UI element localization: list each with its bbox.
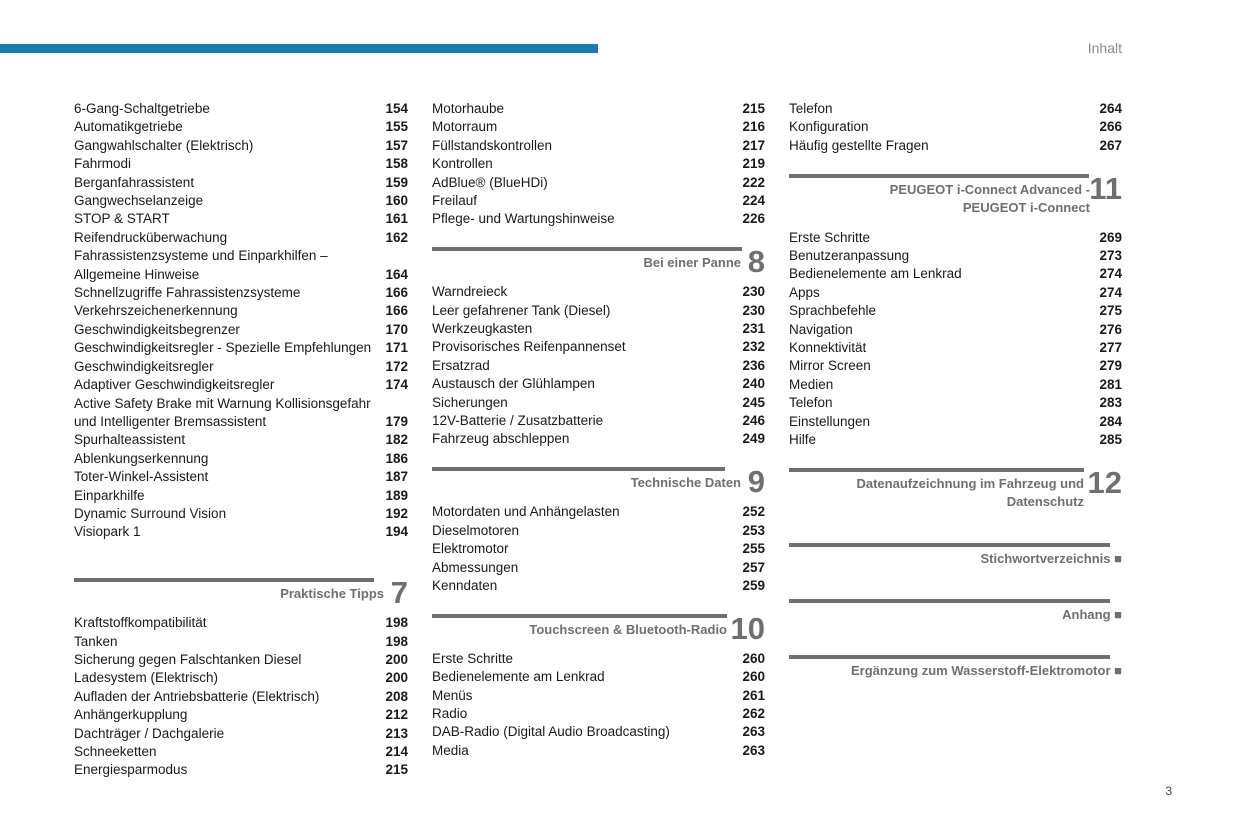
- toc-entry-page: 222: [742, 174, 765, 190]
- toc-entry-title: Toter-Winkel-Assistent: [74, 469, 209, 485]
- toc-entry[interactable]: [789, 100, 1122, 118]
- toc-entry-page: 245: [742, 394, 765, 410]
- toc-entry[interactable]: [432, 338, 765, 356]
- toc-entry-title: Telefon: [789, 101, 833, 116]
- toc-entry[interactable]: [789, 321, 1122, 339]
- toc-entry-title: Erste Schritte: [789, 229, 871, 245]
- toc-entry-title: Füllstandskontrollen: [432, 137, 553, 153]
- toc-entry[interactable]: [789, 394, 1122, 412]
- toc-entry-title: Aufladen der Antriebsbatterie (Elektrisch): [74, 688, 320, 704]
- toc-entry-page: 159: [385, 174, 408, 190]
- toc-entry[interactable]: [74, 174, 408, 192]
- toc-list-col2-a: [432, 100, 765, 229]
- section-title: Touchscreen & Bluetooth-Radio: [529, 621, 727, 637]
- section-number: 11: [1089, 170, 1122, 206]
- toc-entry-page: 179: [385, 413, 408, 429]
- section-title-line1: Datenaufzeichnung im Fahrzeug und: [856, 475, 1084, 491]
- section-title: [1062, 606, 1122, 624]
- toc-entry-title: Berganfahrassistent: [74, 174, 195, 190]
- toc-entry-page: 164: [385, 266, 408, 282]
- toc-entry-page: 279: [1099, 358, 1122, 374]
- toc-entry-title: Benutzeranpassung: [789, 248, 910, 264]
- toc-entry[interactable]: [74, 468, 408, 486]
- toc-entry[interactable]: [789, 229, 1122, 247]
- toc-entry-page: 198: [385, 615, 408, 631]
- section-title: Bei einer Panne: [643, 255, 741, 271]
- toc-entry[interactable]: [74, 487, 408, 505]
- toc-entry-title: Provisorisches Reifenpannenset: [432, 339, 626, 355]
- toc-entry[interactable]: [74, 302, 408, 320]
- toc-entry-page: 216: [742, 119, 765, 135]
- toc-entry[interactable]: [432, 430, 765, 448]
- toc-entry-page: 186: [385, 450, 408, 466]
- toc-entry[interactable]: [74, 431, 408, 449]
- toc-entry-title: Freilauf: [432, 193, 478, 209]
- section-rule: [789, 543, 1110, 547]
- toc-entry-page: 261: [742, 687, 765, 703]
- toc-entry-title: Bedienelemente am Lenkrad: [789, 266, 962, 282]
- toc-entry-page: 255: [742, 541, 765, 557]
- toc-entry-page: 208: [385, 688, 408, 704]
- page-number: 3: [1165, 784, 1172, 798]
- section-title: [856, 475, 1084, 511]
- toc-entry-title: Erste Schritte: [432, 650, 514, 666]
- toc-entry[interactable]: [789, 413, 1122, 431]
- toc-entry[interactable]: [432, 577, 765, 595]
- toc-column-3: [789, 100, 1122, 691]
- section-title-text: Ergänzung zum Wasserstoff-Elektromotor: [850, 662, 1111, 678]
- toc-entry[interactable]: [74, 229, 408, 247]
- toc-entry-title: Sprachbefehle: [789, 303, 877, 319]
- toc-entry[interactable]: [74, 395, 408, 413]
- toc-list-col2-c: [432, 503, 765, 595]
- toc-entry-title: Fahrassistenzsysteme und Einparkhilfen –: [74, 248, 328, 264]
- section-title-line2: PEUGEOT i-Connect: [962, 199, 1090, 215]
- toc-entry-title: Bedienelemente am Lenkrad: [432, 669, 605, 685]
- toc-entry[interactable]: [789, 357, 1122, 375]
- toc-entry[interactable]: [432, 192, 765, 210]
- toc-entry[interactable]: [74, 688, 408, 706]
- toc-entry[interactable]: [432, 210, 765, 228]
- square-marker-icon: ■: [1114, 662, 1122, 678]
- toc-entry[interactable]: [432, 742, 765, 760]
- toc-entry[interactable]: [74, 523, 408, 541]
- toc-entry-title: Verkehrszeichenerkennung: [74, 303, 238, 319]
- section-title-line1: PEUGEOT i-Connect Advanced -: [889, 181, 1090, 197]
- toc-entry[interactable]: [432, 118, 765, 136]
- toc-entry-page: 285: [1099, 432, 1122, 448]
- toc-entry-title: Motorhaube: [432, 101, 505, 116]
- toc-entry[interactable]: [432, 155, 765, 173]
- toc-entry-page: 277: [1099, 340, 1122, 356]
- toc-entry-title: 12V-Batterie / Zusatzbatterie: [432, 413, 604, 429]
- toc-entry[interactable]: [432, 687, 765, 705]
- toc-entry[interactable]: [74, 192, 408, 210]
- toc-entry[interactable]: [789, 376, 1122, 394]
- toc-entry-title: Menüs: [432, 687, 473, 703]
- toc-entry-title: Kraftstoffkompatibilität: [74, 615, 207, 631]
- toc-entry-title: Austausch der Glühlampen: [432, 376, 595, 392]
- toc-list-col1-a: [74, 100, 408, 542]
- toc-entry[interactable]: [74, 633, 408, 651]
- toc-entry[interactable]: [74, 651, 408, 669]
- toc-entry-title: Sicherungen: [432, 394, 508, 410]
- toc-entry-title: Sicherung gegen Falschtanken Diesel: [74, 651, 302, 667]
- toc-entry[interactable]: [432, 540, 765, 558]
- section-title: [890, 181, 1090, 217]
- section-rule: [74, 578, 374, 582]
- toc-entry-page: 200: [385, 670, 408, 686]
- toc-entry-page: 157: [385, 137, 408, 153]
- section-rule: [432, 247, 742, 251]
- toc-entry-page: 213: [385, 725, 408, 741]
- toc-entry-page: 253: [742, 522, 765, 538]
- toc-entry-page: 249: [742, 431, 765, 447]
- toc-entry[interactable]: [432, 559, 765, 577]
- toc-entry-title: Schneeketten: [74, 743, 157, 759]
- toc-entry-page: 240: [742, 376, 765, 392]
- toc-entry-title: AdBlue® (BlueHDi): [432, 174, 548, 190]
- toc-entry-title: Konnektivität: [789, 340, 867, 356]
- toc-entry-title: Spurhalteassistent: [74, 432, 186, 448]
- section-heading-8[interactable]: [432, 244, 765, 283]
- toc-entry-page: 276: [1099, 321, 1122, 337]
- toc-entry-page: 274: [1099, 266, 1122, 282]
- toc-entry-page: 174: [385, 377, 408, 393]
- toc-entry-title: Ersatzrad: [432, 357, 490, 373]
- toc-entry-title: Häufig gestellte Fragen: [789, 137, 929, 153]
- section-rule: [789, 174, 1089, 178]
- toc-entry-title: 6-Gang-Schaltgetriebe: [74, 101, 210, 116]
- toc-entry-page: 189: [385, 487, 408, 503]
- toc-entry[interactable]: [74, 100, 408, 118]
- toc-entry-page: 230: [742, 302, 765, 318]
- toc-entry[interactable]: [74, 450, 408, 468]
- toc-entry[interactable]: [74, 155, 408, 173]
- section-title-line2: Datenschutz: [1006, 493, 1084, 509]
- toc-entry-title: Anhängerkupplung: [74, 707, 188, 723]
- toc-entry-title: Adaptiver Geschwindigkeitsregler: [74, 377, 275, 393]
- section-rule: [432, 467, 725, 471]
- toc-entry-page: 200: [385, 651, 408, 667]
- section-heading-9[interactable]: [432, 464, 765, 503]
- toc-entry-title: Geschwindigkeitsregler: [74, 358, 214, 374]
- toc-entry-page: 273: [1099, 248, 1122, 264]
- section-number: 10: [730, 610, 765, 646]
- toc-entry[interactable]: [74, 266, 408, 284]
- section-title: [980, 550, 1122, 568]
- toc-entry[interactable]: [432, 723, 765, 741]
- toc-entry-page: 260: [742, 650, 765, 666]
- toc-entry-page: 192: [385, 505, 408, 521]
- toc-entry-title: Apps: [789, 284, 820, 300]
- toc-entry-page: 230: [742, 284, 765, 300]
- toc-entry-page: 262: [742, 705, 765, 721]
- toc-entry-title: Motordaten und Anhängelasten: [432, 504, 620, 520]
- toc-entry[interactable]: [432, 137, 765, 155]
- section-number: 7: [390, 575, 408, 611]
- toc-entry-title: Visiopark 1: [74, 524, 141, 540]
- toc-entry[interactable]: [74, 339, 408, 357]
- toc-entry-page: 226: [742, 211, 765, 227]
- toc-entry[interactable]: [789, 302, 1122, 320]
- toc-entry-page: 171: [385, 340, 408, 356]
- toc-entry-title: Media: [432, 742, 469, 758]
- toc-entry-title: DAB-Radio (Digital Audio Broadcasting): [432, 724, 670, 740]
- toc-entry-title: Schnellzugriffe Fahrassistenzsysteme: [74, 285, 301, 301]
- toc-entry[interactable]: [432, 412, 765, 430]
- toc-entry-title: Kenndaten: [432, 577, 498, 593]
- toc-entry[interactable]: [432, 668, 765, 686]
- section-heading-index[interactable]: [789, 543, 1122, 579]
- section-heading-supplement[interactable]: [789, 655, 1122, 691]
- toc-entry-page: 160: [385, 193, 408, 209]
- toc-entry-title: Elektromotor: [432, 541, 509, 557]
- square-marker-icon: ■: [1114, 606, 1122, 622]
- toc-entry-title: STOP & START: [74, 211, 170, 227]
- toc-entry[interactable]: [432, 302, 765, 320]
- toc-entry-title: Geschwindigkeitsbegrenzer: [74, 321, 240, 337]
- toc-entry-title: Navigation: [789, 321, 853, 337]
- section-rule: [432, 614, 727, 618]
- toc-entry-page: 266: [1099, 119, 1122, 135]
- toc-entry-title: Dieselmotoren: [432, 522, 520, 538]
- toc-entry-title: Reifendrucküberwachung: [74, 229, 228, 245]
- toc-entry-page: 194: [385, 524, 408, 540]
- toc-entry-page: 236: [742, 357, 765, 373]
- toc-entry-title: Automatikgetriebe: [74, 119, 183, 135]
- toc-entry-title: Allgemeine Hinweise: [74, 266, 200, 282]
- toc-entry[interactable]: [432, 522, 765, 540]
- toc-entry-title: Konfiguration: [789, 119, 869, 135]
- toc-entry[interactable]: [432, 174, 765, 192]
- toc-list-col1-b: [74, 614, 408, 780]
- toc-entry-page: 166: [385, 303, 408, 319]
- section-rule: [789, 655, 1110, 659]
- toc-entry-page: 155: [385, 119, 408, 135]
- toc-entry[interactable]: [432, 100, 765, 118]
- toc-entry[interactable]: [74, 761, 408, 779]
- toc-entry-page: 284: [1099, 413, 1122, 429]
- toc-entry-title: und Intelligenter Bremsassistent: [74, 413, 267, 429]
- toc-list-col2-b: [432, 283, 765, 449]
- toc-entry-page: 198: [385, 633, 408, 649]
- toc-entry[interactable]: [789, 247, 1122, 265]
- toc-entry-page: 267: [1099, 137, 1122, 153]
- toc-entry-page: 212: [385, 707, 408, 723]
- section-number: 12: [1087, 464, 1122, 500]
- toc-entry[interactable]: [432, 357, 765, 375]
- section-rule: [789, 468, 1084, 472]
- toc-entry-page: 215: [385, 762, 408, 778]
- toc-entry-page: 260: [742, 669, 765, 685]
- toc-list-col3-a: [789, 100, 1122, 155]
- toc-entry-title: Fahrzeug abschleppen: [432, 431, 570, 447]
- section-number: 8: [747, 244, 765, 280]
- section-title: Technische Daten: [630, 475, 741, 491]
- section-heading-7[interactable]: [74, 560, 408, 614]
- toc-entry-page: 214: [385, 743, 408, 759]
- toc-entry-title: Gangwechselanzeige: [74, 193, 204, 209]
- toc-entry[interactable]: [789, 137, 1122, 155]
- toc-entry-page: 283: [1099, 395, 1122, 411]
- toc-entry[interactable]: [74, 137, 408, 155]
- toc-entry-page: 154: [385, 101, 408, 116]
- toc-entry-page: 257: [742, 559, 765, 575]
- toc-entry-title: Leer gefahrener Tank (Diesel): [432, 302, 611, 318]
- toc-entry-title: Kontrollen: [432, 156, 493, 172]
- square-marker-icon: ■: [1114, 550, 1122, 566]
- toc-entry-page: 166: [385, 285, 408, 301]
- toc-list-col2-d: [432, 650, 765, 760]
- toc-entry-title: Hilfe: [789, 432, 817, 448]
- toc-entry-page: 246: [742, 413, 765, 429]
- toc-entry-title: Radio: [432, 705, 468, 721]
- toc-entry-page: 263: [742, 742, 765, 758]
- toc-entry[interactable]: [74, 321, 408, 339]
- toc-entry[interactable]: [74, 743, 408, 761]
- toc-entry-page: 232: [742, 339, 765, 355]
- toc-entry-page: 182: [385, 432, 408, 448]
- toc-entry-title: Pflege- und Wartungshinweise: [432, 211, 615, 227]
- toc-entry-page: 215: [742, 101, 765, 116]
- toc-entry-page: 231: [742, 321, 765, 337]
- toc-entry-page: 172: [385, 358, 408, 374]
- section-title: [851, 662, 1122, 680]
- toc-entry-page: 275: [1099, 303, 1122, 319]
- section-heading-10[interactable]: [432, 610, 765, 650]
- toc-entry[interactable]: [74, 725, 408, 743]
- toc-entry[interactable]: [74, 210, 408, 228]
- toc-entry[interactable]: [789, 431, 1122, 449]
- toc-column-1: [74, 100, 408, 780]
- toc-entry[interactable]: [789, 118, 1122, 136]
- toc-entry[interactable]: [74, 413, 408, 431]
- toc-list-col3-b: [789, 229, 1122, 450]
- toc-entry-title: Abmessungen: [432, 559, 519, 575]
- toc-entry-page: 281: [1099, 376, 1122, 392]
- toc-entry[interactable]: [432, 375, 765, 393]
- toc-entry-page: 187: [385, 469, 408, 485]
- toc-entry-page: 259: [742, 577, 765, 593]
- toc-entry-title: Werkzeugkasten: [432, 321, 533, 337]
- toc-entry[interactable]: [432, 283, 765, 301]
- toc-entry-page: 269: [1099, 229, 1122, 245]
- toc-entry-page: 264: [1099, 101, 1122, 116]
- header-accent-bar: [0, 44, 598, 53]
- toc-entry[interactable]: [74, 706, 408, 724]
- toc-entry-title: Dachträger / Dachgalerie: [74, 725, 225, 741]
- toc-entry[interactable]: [74, 284, 408, 302]
- section-number: 9: [747, 464, 765, 500]
- toc-entry-title: Warndreieck: [432, 284, 508, 300]
- toc-entry[interactable]: [789, 265, 1122, 283]
- toc-entry-page: 161: [385, 211, 408, 227]
- section-rule: [789, 599, 1110, 603]
- toc-entry-title: Tanken: [74, 633, 118, 649]
- toc-entry-title: Ablenkungserkennung: [74, 450, 209, 466]
- toc-entry-page: 274: [1099, 284, 1122, 300]
- section-heading-11[interactable]: [789, 170, 1122, 229]
- toc-entry[interactable]: [74, 118, 408, 136]
- toc-entry-page: 263: [742, 724, 765, 740]
- toc-entry-title: Geschwindigkeitsregler - Spezielle Empfehlungen: [74, 340, 372, 356]
- toc-entry[interactable]: [789, 284, 1122, 302]
- toc-entry[interactable]: [74, 376, 408, 394]
- toc-entry-title: Motorraum: [432, 119, 498, 135]
- toc-entry-title: Gangwahlschalter (Elektrisch): [74, 137, 254, 153]
- toc-entry[interactable]: [432, 503, 765, 521]
- toc-entry-page: 252: [742, 504, 765, 520]
- toc-entry-page: 158: [385, 156, 408, 172]
- toc-entry[interactable]: [74, 247, 408, 265]
- toc-entry[interactable]: [74, 614, 408, 632]
- toc-entry-title: Einstellungen: [789, 413, 871, 429]
- toc-entry[interactable]: [74, 505, 408, 523]
- section-heading-appendix[interactable]: [789, 599, 1122, 635]
- section-heading-12[interactable]: [789, 464, 1122, 523]
- toc-entry[interactable]: [432, 320, 765, 338]
- toc-entry-page: 219: [742, 156, 765, 172]
- toc-entry[interactable]: [432, 394, 765, 412]
- header-title: Inhalt: [1087, 40, 1122, 56]
- toc-entry-page: 224: [742, 193, 765, 209]
- section-title: Praktische Tipps: [280, 586, 384, 602]
- toc-entry-title: Dynamic Surround Vision: [74, 505, 227, 521]
- toc-column-2: [432, 100, 765, 760]
- toc-entry-title: Energiesparmodus: [74, 762, 188, 778]
- toc-entry[interactable]: [74, 669, 408, 687]
- toc-entry-page: 162: [385, 229, 408, 245]
- toc-entry-title: Einparkhilfe: [74, 487, 145, 503]
- toc-entry[interactable]: [432, 650, 765, 668]
- section-title-text: Anhang: [1062, 606, 1111, 622]
- toc-entry-title: Active Safety Brake mit Warnung Kollisionsgefahr: [74, 395, 371, 411]
- toc-entry-title: Ladesystem (Elektrisch): [74, 670, 219, 686]
- toc-entry[interactable]: [789, 339, 1122, 357]
- toc-entry[interactable]: [432, 705, 765, 723]
- toc-entry-title: Mirror Screen: [789, 358, 871, 374]
- section-title-text: Stichwortverzeichnis: [980, 550, 1111, 566]
- toc-entry-title: Medien: [789, 376, 834, 392]
- toc-entry-title: Fahrmodi: [74, 156, 132, 172]
- toc-entry-title: Telefon: [789, 395, 833, 411]
- toc-entry[interactable]: [74, 358, 408, 376]
- toc-entry-page: 217: [742, 137, 765, 153]
- toc-entry-page: 170: [385, 321, 408, 337]
